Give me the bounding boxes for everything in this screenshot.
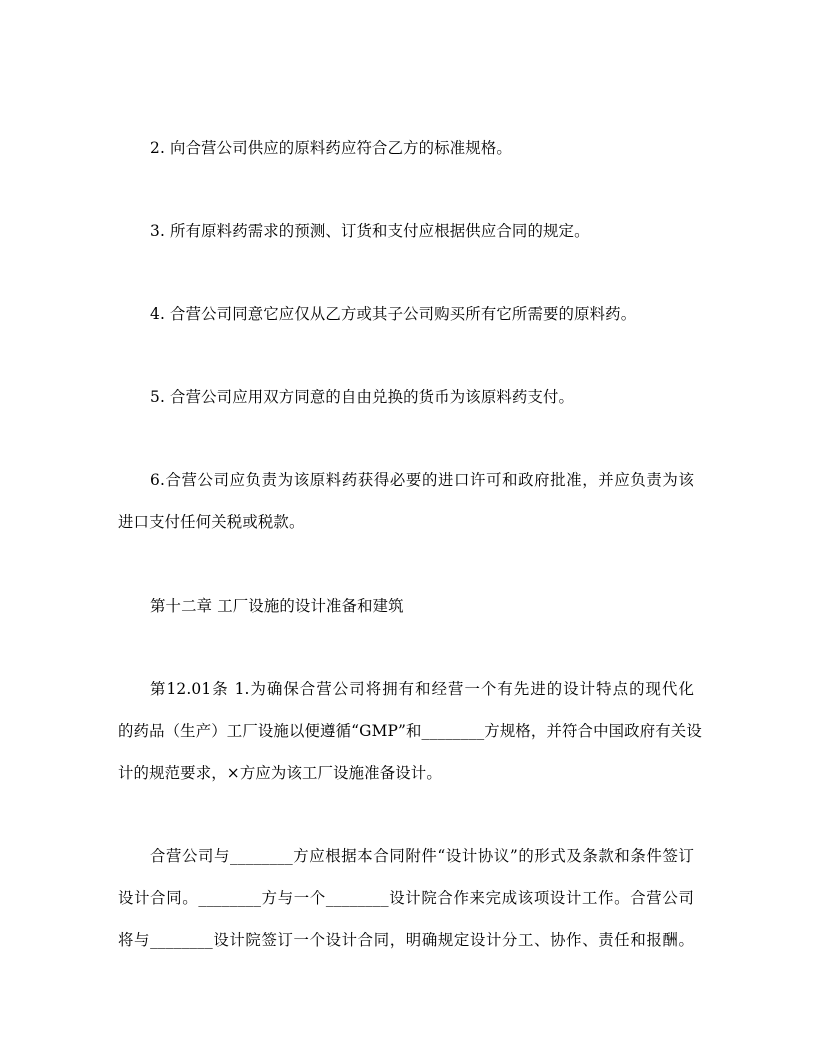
clause-3: 3. 所有原料药需求的预测、订货和支付应根据供应合同的规定。 <box>150 222 590 240</box>
design-contract-line-2: 设计合同。________方与一个________设计院合作来完成该项设计工作。合营公司 <box>118 889 694 907</box>
clause-5: 5. 合营公司应用双方同意的自由兑换的货币为该原料药支付。 <box>150 388 575 406</box>
article-12-01-line-2: 的药品（生产）工厂设施以便遵循“GMP”和________方规格，并符合中国政府有关设 <box>118 722 702 740</box>
clause-6-line-2: 进口支付任何关税或税款。 <box>118 513 305 531</box>
chapter-12-heading: 第十二章 工厂设施的设计准备和建筑 <box>150 597 404 615</box>
clause-6-line-1: 6.合营公司应负责为该原料药获得必要的进口许可和政府批准，并应负责为该 <box>150 471 694 489</box>
clause-2: 2. 向合营公司供应的原料药应符合乙方的标准规格。 <box>150 139 512 157</box>
article-12-01-line-1: 第12.01条 1.为确保合营公司将拥有和经营一个有先进的设计特点的现代化 <box>150 680 694 698</box>
clause-4: 4. 合营公司同意它应仅从乙方或其子公司购买所有它所需要的原料药。 <box>150 305 637 323</box>
design-contract-line-3: 将与________设计院签订一个设计合同，明确规定设计分工、协作、责任和报酬。 <box>118 931 694 949</box>
article-12-01-line-3: 计的规范要求，×方应为该工厂设施准备设计。 <box>118 764 442 782</box>
design-contract-line-1: 合营公司与________方应根据本合同附件“设计协议”的形式及条款和条件签订 <box>150 847 694 865</box>
